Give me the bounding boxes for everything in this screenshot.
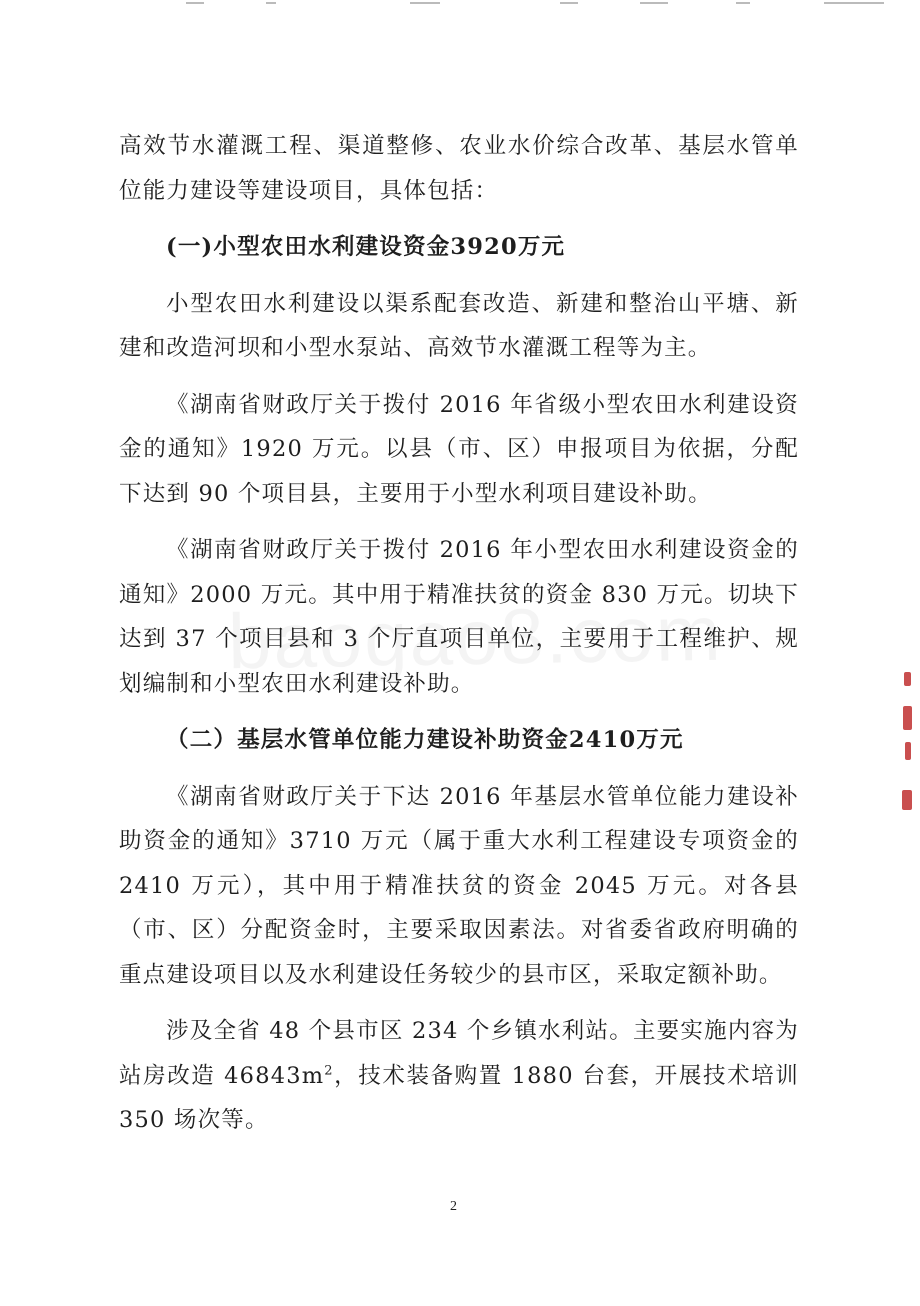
paragraph-scope [119,1009,799,1143]
scope-text-before: 涉及全省 48 个县市区 234 个乡镇水利站。主要实施内容为站房改造 46843m [119,1018,799,1089]
heading-section-1: (一)小型农田水利建设资金3920万元 [166,234,566,260]
heading-section-2: （二）基层水管单位能力建设补助资金2410万元 [166,727,684,753]
superscript: 2 [324,1063,334,1078]
scope-text-after: ，技术装备购置 1880 台套，开展技术培训 350 场次等。 [119,1062,799,1133]
red-stamp-edge [902,672,916,832]
paragraph-notice-small-farmland: 《湖南省财政厅关于拨付 2016 年小型农田水利建设资金的通知》2000 万元。其中用于精准扶贫的资金 830 万元。切块下达到 37 个项目县和 3 个厅直项目单位，主要用于工程维护、规划编制和小型农田水利建设补助。 [119,537,799,697]
paragraph-intro: 高效节水灌溉工程、渠道整修、农业水价综合改革、基层水管单位能力建设等建设项目，具体包括： [119,133,799,204]
body-text [119,124,799,1143]
paragraph-notice-provincial: 《湖南省财政厅关于拨付 2016 年省级小型农田水利建设资金的通知》1920 万元。以县（市、区）申报项目为依据，分配下达到 90 个项目县，主要用于小型水利项目建设补助。 [119,391,799,507]
paragraph-notice-grassroots: 《湖南省财政厅关于下达 2016 年基层水管单位能力建设补助资金的通知》3710 万元（属于重大水利工程建设专项资金的2410 万元），其中用于精准扶贫的资金 2045 万元。对各县（市、区）分配资金时，主要采取因素法。对省委省政府明确的重点建设项目以及水利建设任务较少的县市区，采取定额补助。 [119,783,799,988]
page-number: 2 [450,1199,457,1214]
scan-edge-marks [0,2,920,6]
paragraph-section-1-summary: 小型农田水利建设以渠系配套改造、新建和整治山平塘、新建和改造河坝和小型水泵站、高效节水灌溉工程等为主。 [119,290,799,361]
